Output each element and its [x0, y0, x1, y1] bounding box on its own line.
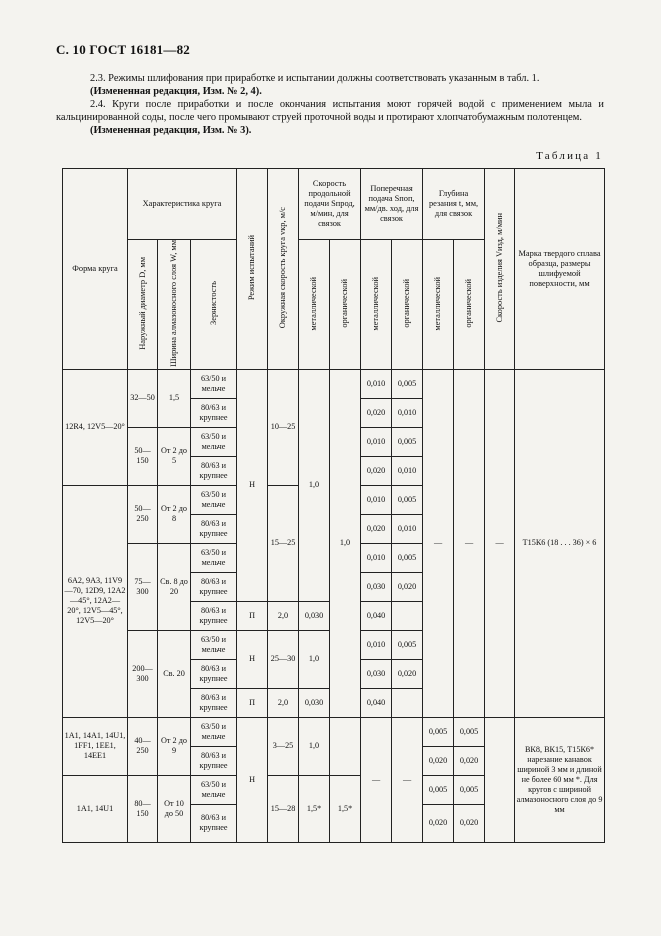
shape-group-1: 12R4, 12V5—20°	[63, 369, 128, 485]
cross-feed-organic-cell: 0,005	[392, 630, 423, 659]
grain-cell: 63/50 и мельче	[191, 485, 237, 514]
header-long-metal: металлической	[299, 240, 330, 370]
cross-feed-organic-cell: —	[392, 717, 423, 842]
paragraph-text: 2.4. Круги после приработки и после окончания испытания моют горячей водой с применением мыла и кальцинированной соды, после чего промывают струей проточной воды и протирают хлопчатобумажным полотенцем.	[56, 99, 604, 123]
header-long-organic: органической	[330, 240, 361, 370]
grain-cell: 63/50 и мельче	[191, 543, 237, 572]
cross-feed-metal-cell: 0,010	[361, 485, 392, 514]
wheel-speed-cell: 15—25	[268, 485, 299, 601]
header-diamond-width: Ширина алмазоносного слоя W, мм	[158, 240, 191, 370]
depth-organic-cell: 0,005	[454, 775, 485, 804]
width-cell: От 2 до 9	[158, 717, 191, 775]
grain-cell: 63/50 и мельче	[191, 630, 237, 659]
paragraph-note: (Измененная редакция, Изм. № 2, 4).	[90, 86, 262, 97]
shape-group-2: 6A2, 9A3, 11V9—70, 12D9, 12A2—45°, 12A2—20°, 12V5—45°, 12V5—20°	[63, 485, 128, 717]
long-feed-organic-cell: 1,5*	[330, 775, 361, 842]
paragraph-2-4	[56, 98, 604, 137]
depth-organic-cell: 0,020	[454, 804, 485, 842]
wheel-speed-cell: 15—28	[268, 775, 299, 842]
shape-group-4: 1A1, 14U1	[63, 775, 128, 842]
cross-feed-metal-cell: 0,030	[299, 688, 330, 717]
header-cross-feed: Поперечная подача Sпоп, мм/дв. ход, для связок	[361, 169, 423, 240]
long-feed-metal-cell: 2,0	[268, 688, 299, 717]
header-wheel-speed: Окружная скорость круга vкр, м/с	[268, 169, 299, 370]
width-cell: От 10 до 50	[158, 775, 191, 842]
cross-feed-metal-cell: 0,010	[361, 630, 392, 659]
grain-cell: 63/50 и мельче	[191, 717, 237, 746]
grain-cell: 80/63 и крупнее	[191, 746, 237, 775]
cross-feed-metal-cell: 0,010	[361, 369, 392, 398]
header-shape: Форма круга	[63, 169, 128, 370]
wheel-speed-cell: 10—25	[268, 369, 299, 485]
cross-feed-organic-cell: 0,005	[392, 427, 423, 456]
header-characteristic: Характеристика круга	[128, 169, 237, 240]
grain-cell: 80/63 и крупнее	[191, 659, 237, 688]
sample-cell-1: Т15К6 (18 . . . 36) × 6	[515, 369, 605, 717]
header-mode: Режим испытаний	[237, 169, 268, 370]
depth-metal-cell: 0,020	[423, 804, 454, 842]
wheel-speed-cell: 3—25	[268, 717, 299, 775]
diameter-cell: 80—150	[128, 775, 158, 842]
depth-organic-cell: 0,020	[454, 746, 485, 775]
cross-feed-organic-cell: 0,040	[361, 688, 392, 717]
cross-feed-metal-cell: 0,030	[361, 659, 392, 688]
width-cell: Св. 8 до 20	[158, 543, 191, 630]
grain-cell: 80/63 и крупнее	[191, 456, 237, 485]
cross-feed-metal-cell: 0,030	[361, 572, 392, 601]
cross-feed-organic-cell: 0,005	[392, 485, 423, 514]
cross-feed-organic-cell: 0,040	[361, 601, 392, 630]
grain-cell: 80/63 и крупнее	[191, 398, 237, 427]
cross-feed-metal-cell: 0,010	[361, 543, 392, 572]
mode-cell: Н	[237, 630, 268, 688]
grinding-modes-table	[62, 168, 605, 843]
paragraph-2-3	[56, 72, 604, 98]
diameter-cell: 40—250	[128, 717, 158, 775]
header-depth-organic: органической	[454, 240, 485, 370]
header-long-feed: Скорость продольной подачи Sпрод, м/мин, для связок	[299, 169, 361, 240]
mode-cell: Н	[237, 369, 268, 601]
cross-feed-metal-cell: 0,020	[361, 456, 392, 485]
part-speed-cell	[485, 717, 515, 842]
table-row	[63, 717, 605, 746]
header-outer-diameter: Наружный диаметр D, мм	[128, 240, 158, 370]
header-part-speed: Скорость изделия Vизд, м/мин	[485, 169, 515, 370]
cross-feed-metal-cell: 0,020	[361, 398, 392, 427]
grain-cell: 63/50 и мельче	[191, 369, 237, 398]
cross-feed-metal-cell: 0,010	[361, 427, 392, 456]
sample-cell-2: ВК8, ВК15, Т15К6* нарезание канавок шириной 3 мм и длиной не более 60 мм *. Для кругов с шириной алмазоносного слоя до 9 мм	[515, 717, 605, 842]
grain-cell: 63/50 и мельче	[191, 427, 237, 456]
diameter-cell: 50—150	[128, 427, 158, 485]
diameter-cell: 50—250	[128, 485, 158, 543]
paragraph-text: 2.3. Режимы шлифования при приработке и испытании должны соответствовать указанным в табл. 1.	[90, 73, 540, 84]
header-sample: Марка твердого сплава образца, размеры шлифуемой поверхности, мм	[515, 169, 605, 370]
header-depth-metal: металлической	[423, 240, 454, 370]
cross-feed-metal-cell: 0,020	[361, 514, 392, 543]
depth-metal-cell: 0,020	[423, 746, 454, 775]
long-feed-metal-cell: 1,5*	[299, 775, 330, 842]
cross-feed-organic-cell: 0,020	[392, 572, 423, 601]
cross-feed-metal-cell: —	[361, 717, 392, 842]
page-header: С. 10 ГОСТ 16181—82	[56, 42, 190, 57]
depth-organic-cell: —	[454, 369, 485, 717]
wheel-speed-cell: 25—30	[268, 630, 299, 688]
diameter-cell: 200—300	[128, 630, 158, 717]
header-depth: Глубина резания t, мм, для связок	[423, 169, 485, 240]
shape-group-3: 1A1, 14A1, 14U1, 1FF1, 1EE1, 14EE1	[63, 717, 128, 775]
table-row	[63, 369, 605, 398]
depth-metal-cell: 0,005	[423, 775, 454, 804]
table-header-row-1	[63, 169, 605, 240]
header-cross-organic: органической	[392, 240, 423, 370]
cross-feed-organic-cell: 0,010	[392, 514, 423, 543]
cross-feed-metal-cell: 0,030	[299, 601, 330, 630]
paragraph-note: (Измененная редакция, Изм. № 3).	[90, 125, 252, 136]
width-cell: От 2 до 8	[158, 485, 191, 543]
cross-feed-organic-cell: 0,005	[392, 543, 423, 572]
grain-cell: 80/63 и крупнее	[191, 514, 237, 543]
long-feed-metal-cell: 2,0	[268, 601, 299, 630]
mode-cell: Н	[237, 717, 268, 842]
long-feed-organic-cell: 1,0	[330, 369, 361, 717]
header-cross-metal: металлической	[361, 240, 392, 370]
depth-metal-cell: 0,005	[423, 717, 454, 746]
long-feed-metal-cell: 1,0	[299, 717, 330, 775]
diameter-cell: 75—300	[128, 543, 158, 630]
header-grain: Зернистость	[191, 240, 237, 370]
grain-cell: 80/63 и крупнее	[191, 572, 237, 601]
width-cell: 1,5	[158, 369, 191, 427]
cross-feed-organic-cell: 0,010	[392, 456, 423, 485]
cross-feed-organic-cell: 0,020	[392, 659, 423, 688]
depth-metal-cell: —	[423, 369, 454, 717]
mode-cell: П	[237, 688, 268, 717]
grain-cell: 63/50 и мельче	[191, 775, 237, 804]
cross-feed-organic-cell: 0,005	[392, 369, 423, 398]
long-feed-organic-cell	[330, 717, 361, 775]
depth-organic-cell: 0,005	[454, 717, 485, 746]
long-feed-metal-cell: 1,0	[299, 369, 330, 601]
mode-cell: П	[237, 601, 268, 630]
long-feed-metal-cell: 1,0	[299, 630, 330, 688]
diameter-cell: 32—50	[128, 369, 158, 427]
width-cell: От 2 до 5	[158, 427, 191, 485]
part-speed-cell: —	[485, 369, 515, 717]
grain-cell: 80/63 и крупнее	[191, 688, 237, 717]
width-cell: Св. 20	[158, 630, 191, 717]
cross-feed-organic-cell: 0,010	[392, 398, 423, 427]
table-caption: Таблица 1	[536, 150, 603, 162]
grain-cell: 80/63 и крупнее	[191, 601, 237, 630]
grain-cell: 80/63 и крупнее	[191, 804, 237, 842]
